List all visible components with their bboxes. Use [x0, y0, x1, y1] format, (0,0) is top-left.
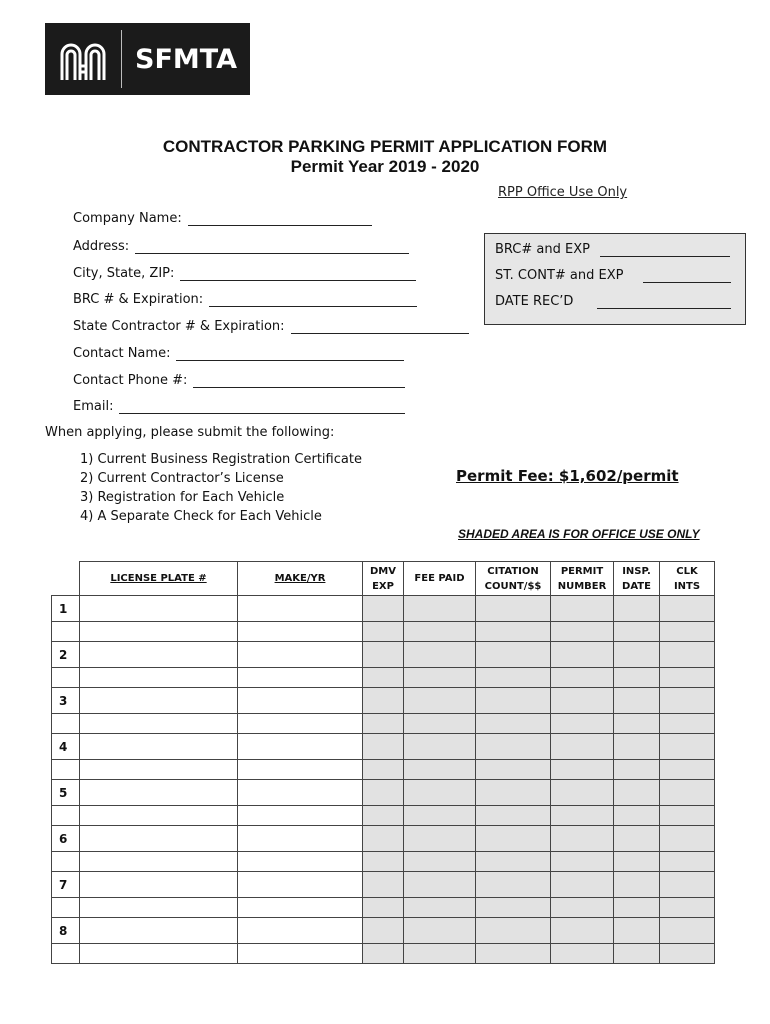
license-plate-cell[interactable] [80, 734, 238, 760]
citation-cell[interactable] [476, 944, 551, 964]
insp-date-cell[interactable] [614, 622, 660, 642]
clk-ints-cell[interactable] [660, 944, 715, 964]
citation-cell[interactable] [476, 852, 551, 872]
row-number-spacer [52, 714, 80, 734]
row-number-spacer [52, 898, 80, 918]
dmv-exp-header-line2: EXP [372, 580, 394, 592]
permit-number-cell[interactable] [551, 714, 614, 734]
sfmta-logo [45, 23, 250, 95]
insp-date-cell[interactable] [614, 826, 660, 852]
insp-date-cell[interactable] [614, 806, 660, 826]
company-name-field[interactable] [73, 211, 372, 226]
permit-number-cell[interactable] [551, 668, 614, 688]
citation-cell[interactable] [476, 806, 551, 826]
table-row [52, 852, 715, 872]
permit-fee: Permit Fee: $1,602/permit [456, 467, 679, 485]
license-plate-header: LICENSE PLATE # [80, 562, 238, 596]
clk-ints-cell[interactable] [660, 806, 715, 826]
license-plate-cell[interactable] [80, 642, 238, 668]
insp-date-cell[interactable] [614, 760, 660, 780]
fee-paid-cell[interactable] [404, 668, 476, 688]
make-yr-cell[interactable] [238, 944, 363, 964]
table-body [52, 596, 715, 964]
permit-number-cell[interactable] [551, 734, 614, 760]
table-row [52, 622, 715, 642]
dmv-exp-cell[interactable] [363, 714, 404, 734]
fee-paid-header: FEE PAID [404, 562, 476, 596]
row-number: 8 [52, 918, 80, 944]
license-plate-cell[interactable] [80, 852, 238, 872]
clk-ints-cell[interactable] [660, 852, 715, 872]
citation-cell[interactable] [476, 734, 551, 760]
instruction-item: 4) A Separate Check for Each Vehicle [80, 509, 322, 524]
office-st-cont-line[interactable] [643, 268, 731, 283]
citation-cell[interactable] [476, 780, 551, 806]
citation-cell[interactable] [476, 918, 551, 944]
license-plate-cell[interactable] [80, 714, 238, 734]
contact-name-line[interactable] [176, 346, 404, 361]
contact-phone-label: Contact Phone #: [73, 373, 188, 388]
table-row [52, 596, 715, 622]
permit-number-cell[interactable] [551, 872, 614, 898]
city-state-zip-label: City, State, ZIP: [73, 266, 175, 281]
license-plate-cell[interactable] [80, 780, 238, 806]
make-yr-cell[interactable] [238, 806, 363, 826]
make-yr-cell[interactable] [238, 688, 363, 714]
table-row [52, 734, 715, 760]
permit-number-cell[interactable] [551, 826, 614, 852]
insp-date-cell[interactable] [614, 688, 660, 714]
citation-cell[interactable] [476, 688, 551, 714]
city-state-zip-line[interactable] [180, 266, 416, 281]
row-number: 5 [52, 780, 80, 806]
permit-number-cell[interactable] [551, 852, 614, 872]
office-use-box [484, 233, 746, 325]
dmv-exp-cell[interactable] [363, 806, 404, 826]
fee-paid-cell[interactable] [404, 734, 476, 760]
clk-ints-cell[interactable] [660, 596, 715, 622]
table-row [52, 668, 715, 688]
table-row [52, 944, 715, 964]
citation-header-line1: CITATION [487, 565, 539, 577]
table-row [52, 806, 715, 826]
fee-paid-cell[interactable] [404, 688, 476, 714]
table-row [52, 688, 715, 714]
row-number: 4 [52, 734, 80, 760]
email-line[interactable] [119, 399, 405, 414]
make-yr-cell[interactable] [238, 622, 363, 642]
clk-ints-cell[interactable] [660, 898, 715, 918]
dmv-exp-cell[interactable] [363, 826, 404, 852]
citation-cell[interactable] [476, 872, 551, 898]
insp-date-cell[interactable] [614, 668, 660, 688]
permit-number-cell[interactable] [551, 760, 614, 780]
make-yr-cell[interactable] [238, 760, 363, 780]
clk-ints-cell[interactable] [660, 918, 715, 944]
table-row [52, 642, 715, 668]
fee-paid-cell[interactable] [404, 826, 476, 852]
fee-paid-cell[interactable] [404, 944, 476, 964]
license-plate-cell[interactable] [80, 622, 238, 642]
dmv-exp-cell[interactable] [363, 668, 404, 688]
table-row [52, 898, 715, 918]
fee-paid-cell[interactable] [404, 918, 476, 944]
dmv-exp-cell[interactable] [363, 918, 404, 944]
address-field[interactable] [73, 239, 409, 254]
make-yr-cell[interactable] [238, 668, 363, 688]
license-plate-cell[interactable] [80, 918, 238, 944]
license-plate-cell[interactable] [80, 668, 238, 688]
make-yr-cell[interactable] [238, 872, 363, 898]
fee-paid-cell[interactable] [404, 714, 476, 734]
citation-cell[interactable] [476, 668, 551, 688]
office-st-cont-field[interactable] [495, 268, 731, 283]
dmv-exp-cell[interactable] [363, 734, 404, 760]
citation-cell[interactable] [476, 596, 551, 622]
brc-expiration-label: BRC # & Expiration: [73, 292, 204, 307]
make-yr-cell[interactable] [238, 714, 363, 734]
office-brc-exp-label: BRC# and EXP [495, 242, 590, 257]
make-yr-cell[interactable] [238, 780, 363, 806]
dmv-exp-header [363, 562, 404, 596]
make-yr-cell[interactable] [238, 826, 363, 852]
clk-ints-cell[interactable] [660, 688, 715, 714]
permit-number-cell[interactable] [551, 642, 614, 668]
city-state-zip-field[interactable] [73, 266, 416, 281]
insp-date-cell[interactable] [614, 596, 660, 622]
table-row [52, 760, 715, 780]
fee-paid-cell[interactable] [404, 806, 476, 826]
license-plate-cell[interactable] [80, 596, 238, 622]
insp-date-cell[interactable] [614, 918, 660, 944]
citation-cell[interactable] [476, 622, 551, 642]
table-row [52, 826, 715, 852]
office-date-recd-line[interactable] [597, 294, 731, 309]
instructions-heading: When applying, please submit the following: [45, 425, 335, 440]
dmv-exp-cell[interactable] [363, 622, 404, 642]
fee-paid-cell[interactable] [404, 852, 476, 872]
row-number-spacer [52, 852, 80, 872]
table-row [52, 872, 715, 898]
permit-number-cell[interactable] [551, 596, 614, 622]
state-contractor-label: State Contractor # & Expiration: [73, 319, 285, 334]
brc-expiration-line[interactable] [209, 292, 417, 307]
insp-header-line2: DATE [622, 580, 651, 592]
address-line[interactable] [135, 239, 409, 254]
insp-date-cell[interactable] [614, 642, 660, 668]
office-date-recd-field[interactable] [495, 294, 731, 309]
row-number-spacer [52, 668, 80, 688]
office-st-cont-label: ST. CONT# and EXP [495, 268, 624, 283]
brc-expiration-field[interactable] [73, 292, 417, 307]
clk-ints-cell[interactable] [660, 622, 715, 642]
insp-date-cell[interactable] [614, 714, 660, 734]
shaded-area-note: SHADED AREA IS FOR OFFICE USE ONLY [458, 527, 700, 541]
table-header-row [52, 562, 715, 596]
make-yr-cell[interactable] [238, 898, 363, 918]
row-number-spacer [52, 944, 80, 964]
permit-number-header [551, 562, 614, 596]
clk-ints-header [660, 562, 715, 596]
contact-phone-field[interactable] [73, 373, 405, 388]
row-number-header [52, 562, 80, 596]
fee-paid-cell[interactable] [404, 872, 476, 898]
row-number: 1 [52, 596, 80, 622]
citation-cell[interactable] [476, 714, 551, 734]
insp-date-cell[interactable] [614, 780, 660, 806]
table-row [52, 780, 715, 806]
make-yr-cell[interactable] [238, 918, 363, 944]
fee-paid-cell[interactable] [404, 622, 476, 642]
license-plate-cell[interactable] [80, 898, 238, 918]
clk-ints-cell[interactable] [660, 734, 715, 760]
row-number: 6 [52, 826, 80, 852]
permit-number-cell[interactable] [551, 622, 614, 642]
fee-paid-cell[interactable] [404, 596, 476, 622]
contact-name-field[interactable] [73, 346, 404, 361]
insp-date-cell[interactable] [614, 852, 660, 872]
office-brc-exp-field[interactable] [495, 242, 730, 257]
email-label: Email: [73, 399, 114, 414]
fee-paid-cell[interactable] [404, 898, 476, 918]
row-number: 3 [52, 688, 80, 714]
dmv-exp-cell[interactable] [363, 596, 404, 622]
clk-ints-cell[interactable] [660, 760, 715, 780]
instruction-item: 1) Current Business Registration Certificate [80, 452, 362, 467]
dmv-exp-cell[interactable] [363, 688, 404, 714]
office-date-recd-label: DATE REC’D [495, 294, 574, 309]
citation-header [476, 562, 551, 596]
state-contractor-line[interactable] [291, 319, 469, 334]
permit-number-cell[interactable] [551, 688, 614, 714]
dmv-exp-cell[interactable] [363, 898, 404, 918]
dmv-exp-cell[interactable] [363, 760, 404, 780]
license-plate-cell[interactable] [80, 826, 238, 852]
permit-header-line1: PERMIT [560, 565, 604, 577]
citation-cell[interactable] [476, 760, 551, 780]
clk-ints-cell[interactable] [660, 826, 715, 852]
form-title: CONTRACTOR PARKING PERMIT APPLICATION FORM [162, 137, 608, 156]
make-yr-cell[interactable] [238, 596, 363, 622]
license-plate-cell[interactable] [80, 688, 238, 714]
insp-header-line1: INSP. [622, 565, 651, 577]
fee-paid-cell[interactable] [404, 760, 476, 780]
permit-number-cell[interactable] [551, 780, 614, 806]
permit-number-cell[interactable] [551, 806, 614, 826]
clk-ints-cell[interactable] [660, 668, 715, 688]
table-row [52, 918, 715, 944]
make-yr-cell[interactable] [238, 642, 363, 668]
insp-date-cell[interactable] [614, 898, 660, 918]
insp-date-cell[interactable] [614, 944, 660, 964]
clk-ints-cell[interactable] [660, 714, 715, 734]
citation-cell[interactable] [476, 898, 551, 918]
clk-ints-cell[interactable] [660, 780, 715, 806]
company-name-line[interactable] [188, 211, 372, 226]
insp-date-cell[interactable] [614, 734, 660, 760]
instruction-item: 2) Current Contractor’s License [80, 471, 284, 486]
fee-paid-cell[interactable] [404, 780, 476, 806]
permit-year: Permit Year 2019 - 2020 [290, 157, 480, 176]
office-use-caption: RPP Office Use Only [498, 185, 628, 200]
state-contractor-field[interactable] [73, 319, 469, 334]
company-name-label: Company Name: [73, 211, 182, 226]
address-label: Address: [73, 239, 130, 254]
instruction-item: 3) Registration for Each Vehicle [80, 490, 285, 505]
citation-cell[interactable] [476, 642, 551, 668]
dmv-exp-cell[interactable] [363, 852, 404, 872]
fee-paid-cell[interactable] [404, 642, 476, 668]
insp-date-header [614, 562, 660, 596]
muni-worm-icon [45, 23, 121, 95]
clk-ints-cell[interactable] [660, 642, 715, 668]
dmv-exp-cell[interactable] [363, 944, 404, 964]
contact-name-label: Contact Name: [73, 346, 171, 361]
clk-header-line2: INTS [673, 580, 701, 592]
make-yr-cell[interactable] [238, 852, 363, 872]
license-plate-cell[interactable] [80, 872, 238, 898]
insp-date-cell[interactable] [614, 872, 660, 898]
license-plate-cell[interactable] [80, 806, 238, 826]
row-number: 2 [52, 642, 80, 668]
citation-cell[interactable] [476, 826, 551, 852]
dmv-exp-cell[interactable] [363, 642, 404, 668]
dmv-exp-cell[interactable] [363, 780, 404, 806]
permit-number-cell[interactable] [551, 918, 614, 944]
permit-number-cell[interactable] [551, 898, 614, 918]
clk-header-line1: CLK [676, 565, 698, 577]
contact-phone-line[interactable] [193, 373, 405, 388]
permit-number-cell[interactable] [551, 944, 614, 964]
logo-wordmark: SFMTA [135, 43, 237, 75]
citation-header-line2: COUNT/$$ [484, 580, 542, 592]
license-plate-cell[interactable] [80, 760, 238, 780]
dmv-exp-header-line1: DMV [370, 565, 396, 577]
clk-ints-cell[interactable] [660, 872, 715, 898]
table-row [52, 714, 715, 734]
row-number-spacer [52, 760, 80, 780]
email-field[interactable] [73, 399, 405, 414]
permit-header-line2: NUMBER [557, 580, 607, 592]
row-number-spacer [52, 806, 80, 826]
row-number: 7 [52, 872, 80, 898]
row-number-spacer [52, 622, 80, 642]
make-yr-header: MAKE/YR [238, 562, 363, 596]
dmv-exp-cell[interactable] [363, 872, 404, 898]
office-brc-exp-line[interactable] [600, 242, 730, 257]
vehicle-permit-table [51, 561, 715, 964]
license-plate-cell[interactable] [80, 944, 238, 964]
make-yr-cell[interactable] [238, 734, 363, 760]
